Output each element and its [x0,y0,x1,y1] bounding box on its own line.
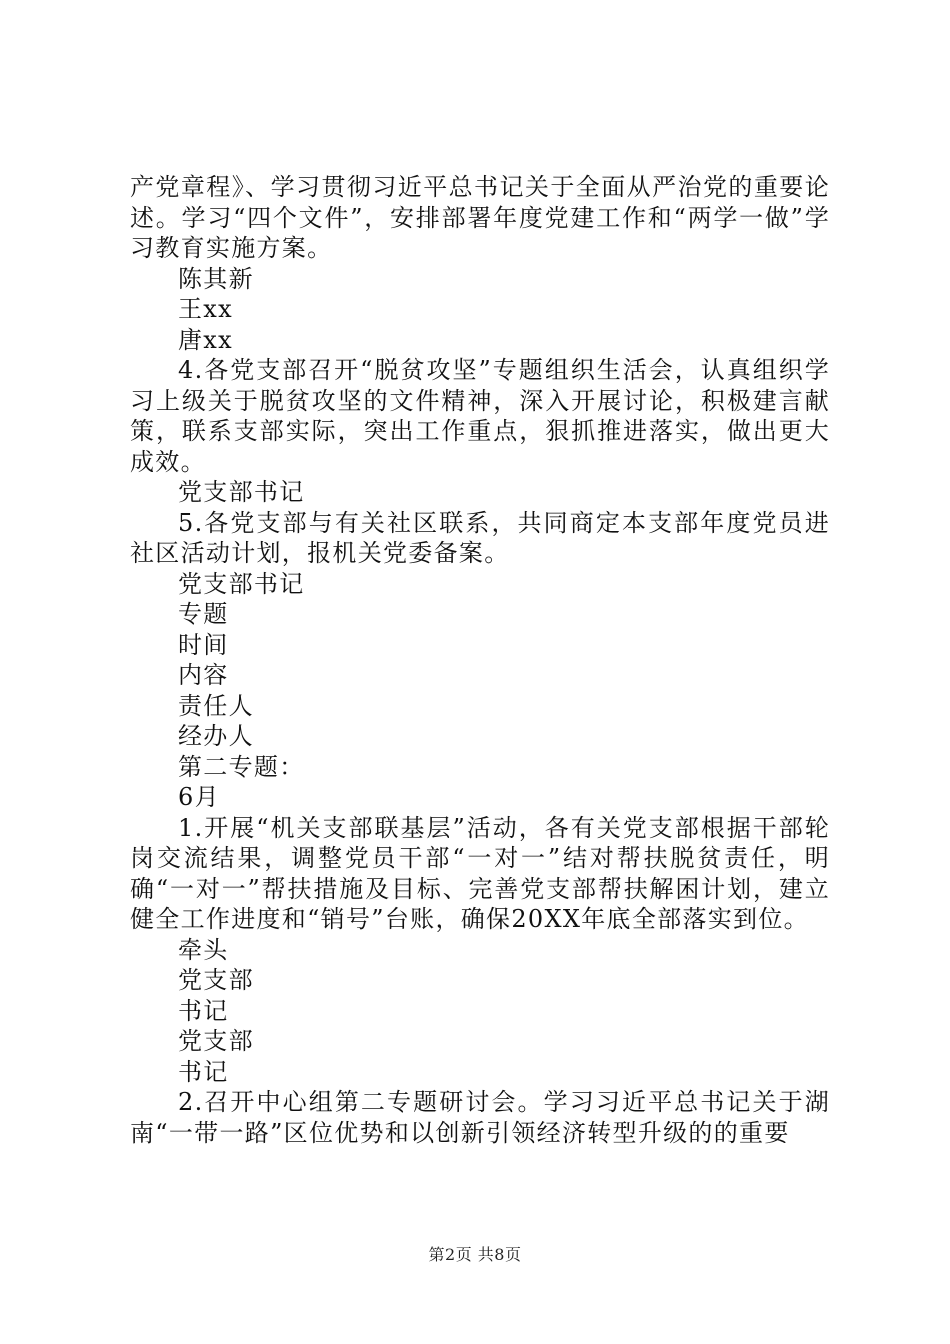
paragraph: 1.开展“机关支部联基层”活动，各有关党支部根据干部轮岗交流结果，调整党员干部“一对一”结对帮扶脱贫责任，明确“一对一”帮扶措施及目标、完善党支部帮扶解困计划，建立健全工作进度和“销号”台账，确保20XX年底全部落实到位。 [130,813,830,933]
name-line: 陈其新 [178,264,254,293]
paragraph: 5.各党支部与有关社区联系，共同商定本支部年度党员进社区活动计划，报机关党委备案。 [130,508,830,567]
table-header-line: 经办人 [178,722,254,750]
responsible-line: 书记 [178,996,229,1025]
table-header-line: 时间 [178,630,229,659]
responsible-line: 党支部书记 [178,478,305,506]
page-footer: 第2页 共8页 [428,1245,522,1264]
responsible-line: 党支部 [178,1027,254,1055]
name-line: 唐xx [178,325,233,354]
table-header-line: 责任人 [178,691,254,720]
section-heading: 第二专题： [178,752,305,781]
paragraph: 4.各党支部召开“脱贫攻坚”专题组织生活会，认真组织学习上级关于脱贫攻坚的文件精神，深入开展讨论，积极建言献策，联系支部实际，突出工作重点，狠抓推进落实，做出更大成效。 [130,356,830,476]
responsible-line: 党支部 [178,966,254,994]
responsible-line: 党支部书记 [178,569,305,598]
name-line: 王xx [178,295,233,323]
responsible-line: 书记 [178,1057,229,1086]
paragraph-continued: 产党章程》、学习贯彻习近平总书记关于全面从严治党的重要论述。学习“四个文件”，安排部署年度党建工作和“两学一做”学习教育实施方案。 [130,173,830,262]
responsible-line: 牵头 [178,935,229,964]
table-header-line: 专题 [178,600,229,628]
document-body [130,172,830,1148]
month-line: 6月 [178,783,220,811]
paragraph: 2.召开中心组第二专题研讨会。学习习近平总书记关于湖南“一带一路”区位优势和以创新引领经济转型升级的的重要 [130,1088,830,1147]
table-header-line: 内容 [178,661,229,689]
